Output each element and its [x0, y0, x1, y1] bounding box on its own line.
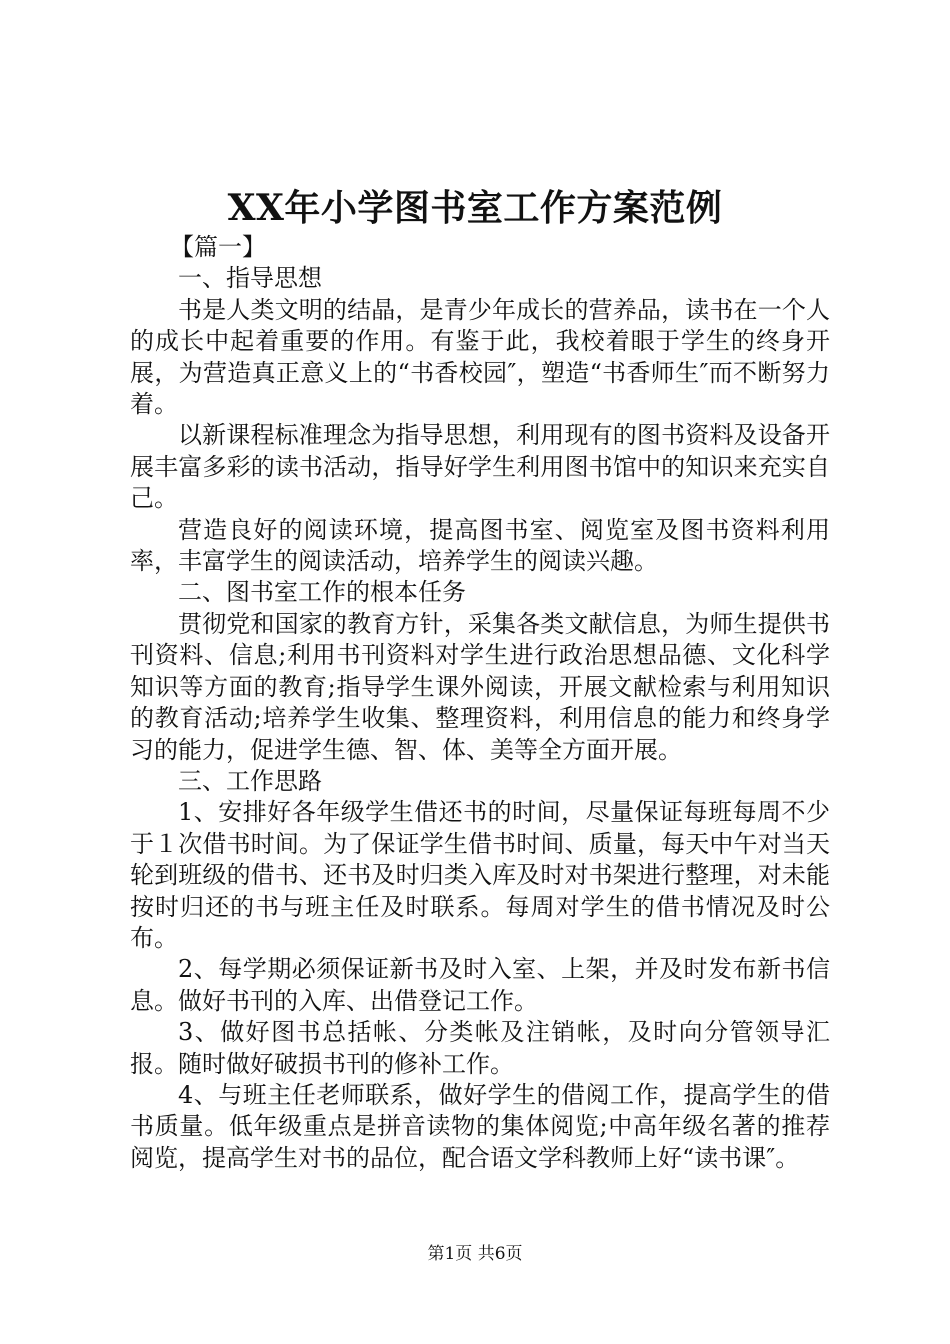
document-body [130, 232, 830, 1174]
list-item: 4、与班主任老师联系，做好学生的借阅工作，提高学生的借书质量。低年级重点是拼音读物的集体阅览;中高年级名著的推荐阅览，提高学生对书的品位，配合语文学科教师上好“读书课″。 [130, 1080, 830, 1172]
paragraph: 书是人类文明的结晶，是青少年成长的营养品，读书在一个人的成长中起着重要的作用。有鉴于此，我校着眼于学生的终身开展，为营造真正意义上的“书香校园″，塑造“书香师生″而不断努力着。 [130, 295, 830, 419]
list-item: 2、每学期必须保证新书及时入室、上架，并及时发布新书信息。做好书刊的入库、出借登记工作。 [130, 955, 830, 1015]
list-item: 3、做好图书总括帐、分类帐及注销帐，及时向分管领导汇报。随时做好破损书刊的修补工作。 [130, 1018, 830, 1078]
page-footer: 第1页 共6页 [427, 1244, 523, 1264]
section-heading-basic-tasks: 二、图书室工作的根本任务 [178, 578, 466, 607]
paragraph: 以新课程标准理念为指导思想，利用现有的图书资料及设备开展丰富多彩的读书活动，指导好学生利用图书馆中的知识来充实自己。 [130, 421, 830, 513]
document-title: XX年小学图书室工作方案范例 [227, 187, 723, 229]
list-item: 1、安排好各年级学生借还书的时间，尽量保证每班每周不少于１次借书时间。为了保证学生借书时间、质量，每天中午对当天轮到班级的借书、还书及时归类入库及时对书架进行整理，对未能按时归还的书与班主任及时联系。每周对学生的借书情况及时公布。 [130, 798, 830, 952]
section-tag: 【篇一】 [170, 233, 266, 261]
paragraph: 贯彻党和国家的教育方针，采集各类文献信息，为师生提供书刊资料、信息;利用书刊资料对学生进行政治思想品德、文化科学知识等方面的教育;指导学生课外阅读，开展文献检索与利用知识的教育活动;培养学生收集、整理资料，利用信息的能力和终身学习的能力，促进学生德、智、体、美等全方面开展。 [130, 609, 830, 764]
section-heading-guiding-ideology: 一、指导思想 [178, 264, 322, 293]
paragraph: 营造良好的阅读环境，提高图书室、阅览室及图书资料利用率，丰富学生的阅读活动，培养学生的阅读兴趣。 [130, 515, 830, 576]
section-heading-work-approach: 三、工作思路 [178, 766, 322, 795]
